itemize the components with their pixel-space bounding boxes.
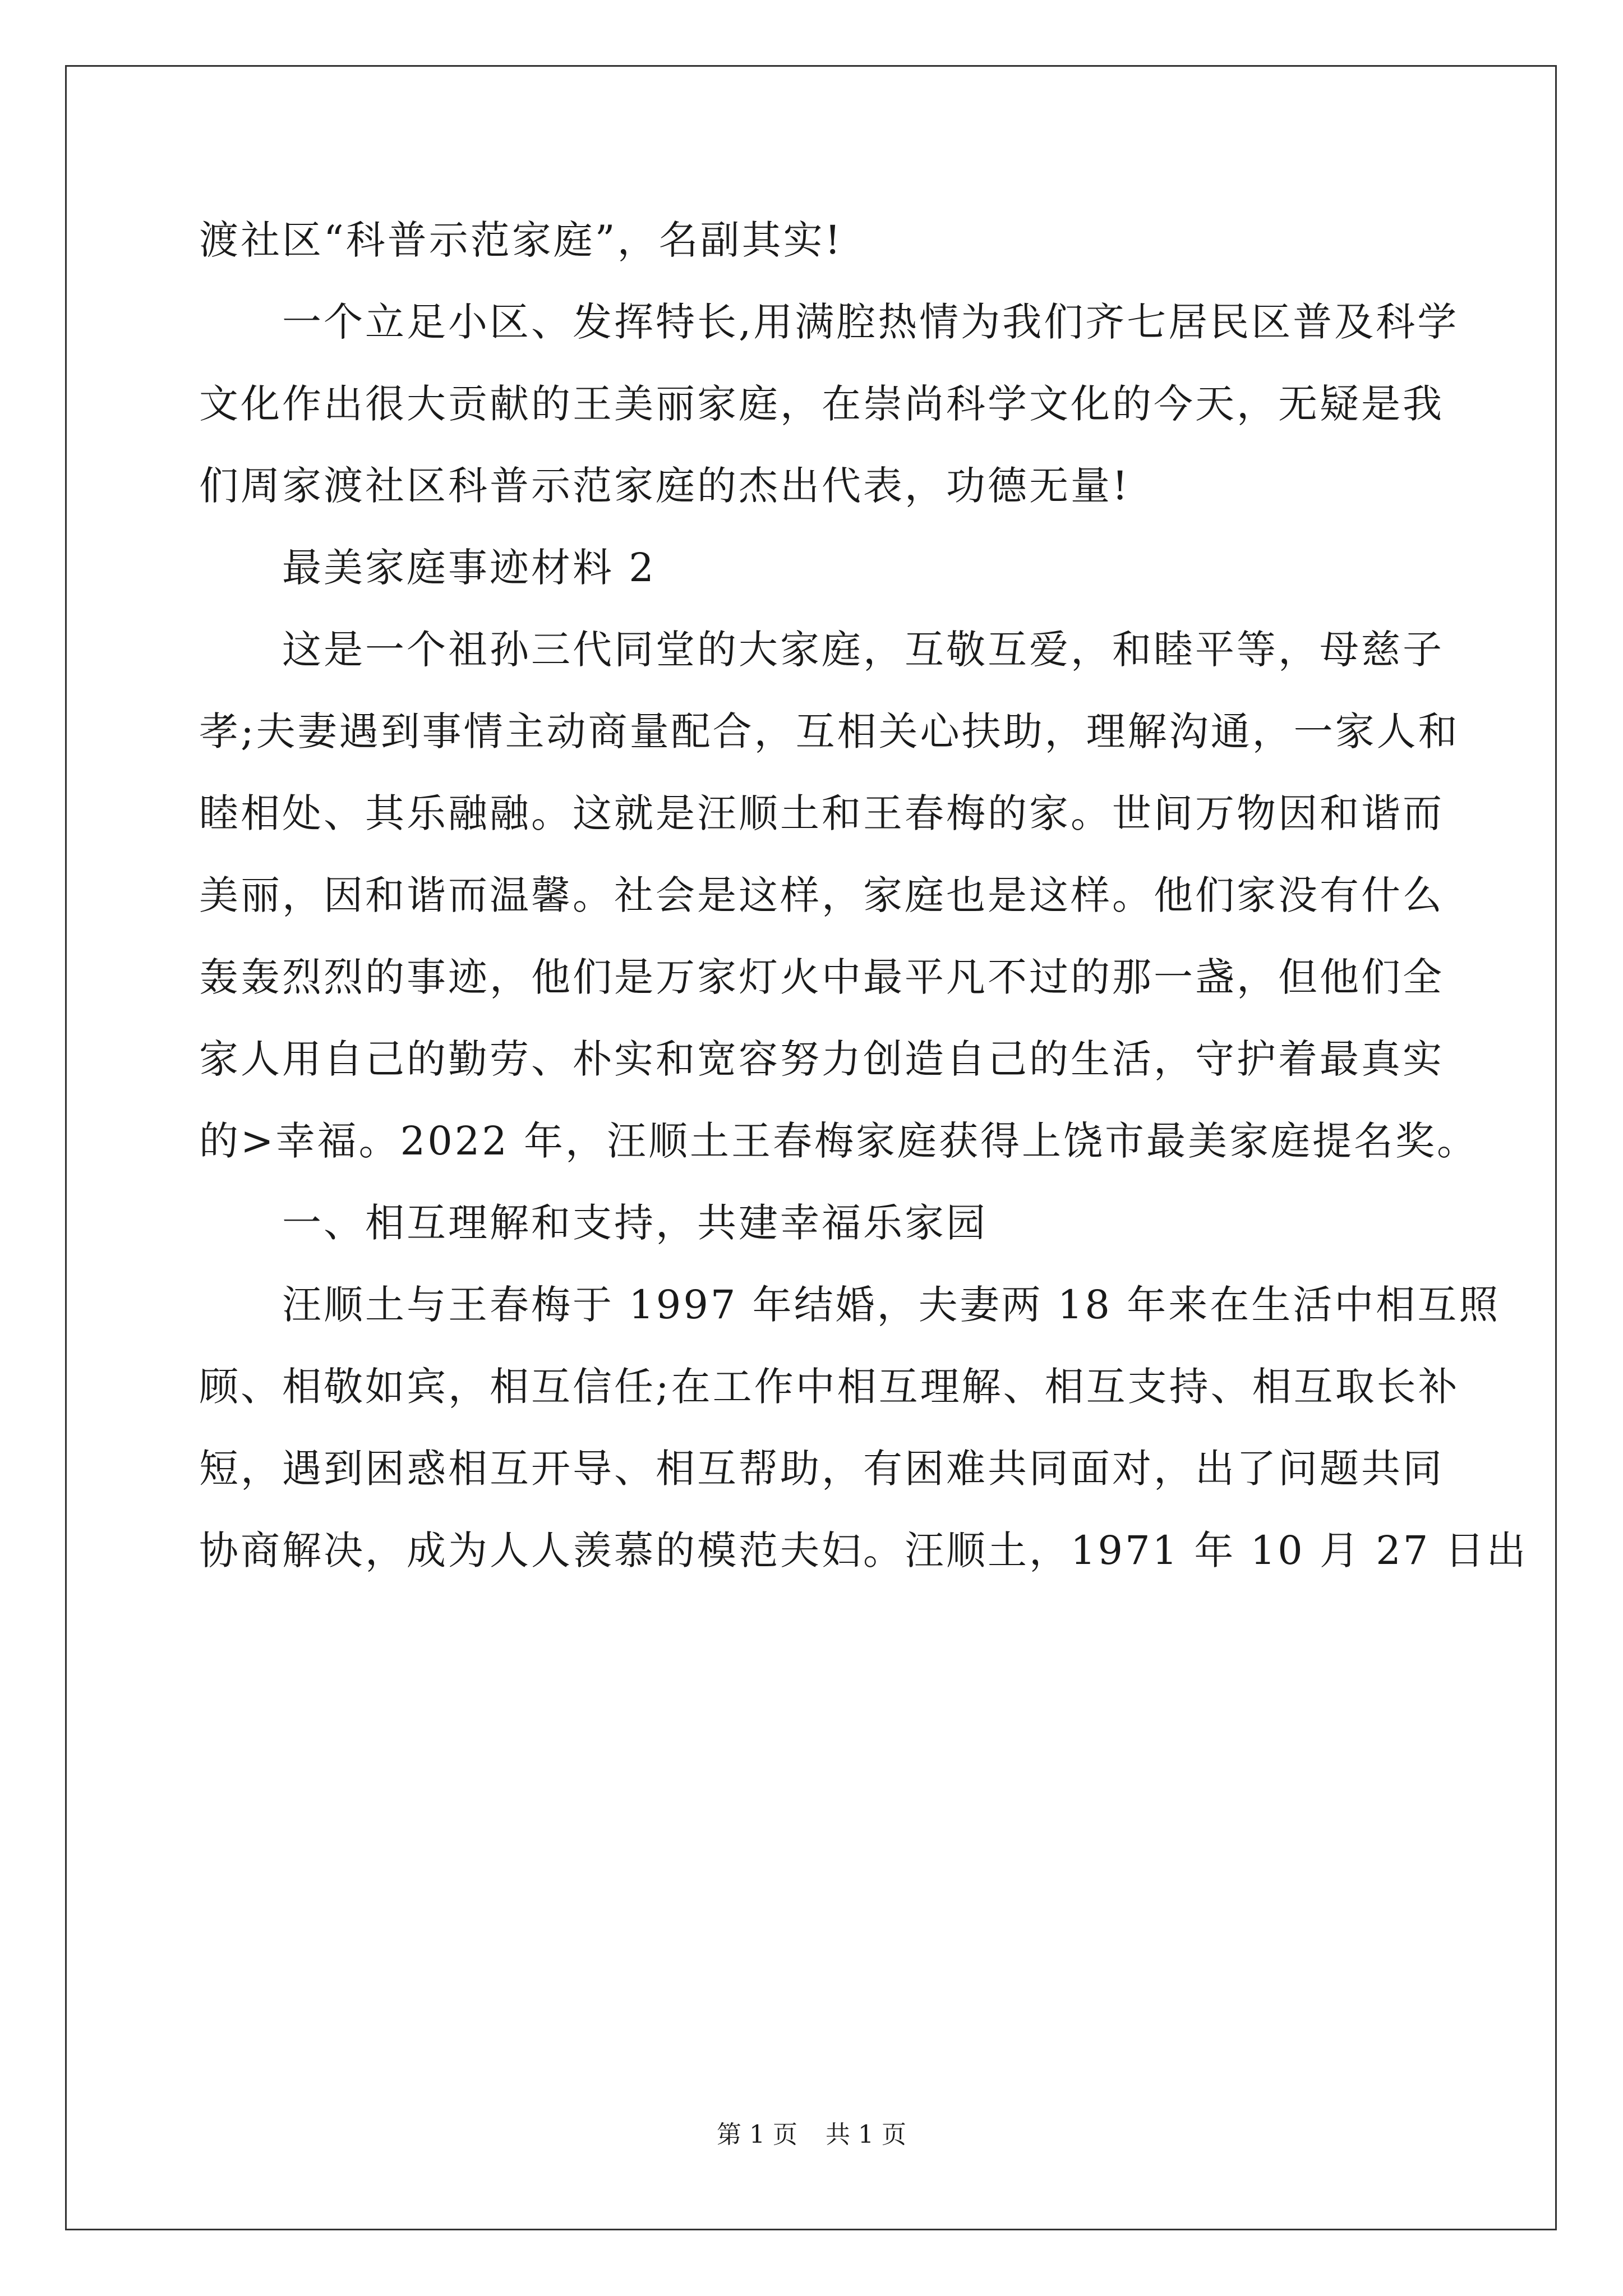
- page-number: 第 1 页: [717, 2120, 797, 2149]
- text-line: 睦相处、其乐融融。这就是汪顺土和王春梅的家。世间万物因和谐而: [199, 790, 1444, 836]
- text-line: 这是一个祖孙三代同堂的大家庭，互敬互爱，和睦平等，母慈子: [282, 627, 1444, 673]
- text-line: 短，遇到困惑相互开导、相互帮助，有困难共同面对，出了问题共同: [199, 1446, 1444, 1492]
- text-line: 轰轰烈烈的事迹，他们是万家灯火中最平凡不过的那一盏，但他们全: [199, 954, 1444, 1000]
- text-line: 汪顺土与王春梅于 1997 年结婚，夫妻两 18 年来在生活中相互照: [282, 1282, 1501, 1328]
- page-footer: [0, 2118, 1623, 2152]
- text-line: 一个立足小区、发挥特长,用满腔热情为我们齐七居民区普及科学: [282, 299, 1459, 345]
- text-line: 顾、相敬如宾，相互信任;在工作中相互理解、相互支持、相互取长补: [199, 1364, 1460, 1410]
- text-line: 渡社区“科普示范家庭”，名副其实!: [199, 217, 843, 263]
- section-heading: 一、相互理解和支持，共建幸福乐家园: [282, 1200, 988, 1246]
- text-line: 文化作出很大贡献的王美丽家庭，在崇尚科学文化的今天，无疑是我: [199, 381, 1444, 427]
- section-heading: 最美家庭事迹材料 2: [282, 545, 656, 591]
- text-line: 们周家渡社区科普示范家庭的杰出代表，功德无量!: [199, 463, 1131, 509]
- text-line: 协商解决，成为人人羡慕的模范夫妇。汪顺土，1971 年 10 月 27 日出: [199, 1527, 1528, 1573]
- page-total: 共 1 页: [826, 2120, 906, 2149]
- text-line: 家人用自己的勤劳、朴实和宽容努力创造自己的生活，守护着最真实: [199, 1036, 1444, 1082]
- text-line: 美丽，因和谐而温馨。社会是这样，家庭也是这样。他们家没有什么: [199, 872, 1444, 918]
- text-line: 的>幸福。2022 年，汪顺土王春梅家庭获得上饶市最美家庭提名奖。: [199, 1118, 1479, 1164]
- text-line: 孝;夫妻遇到事情主动商量配合，互相关心扶助，理解沟通，一家人和: [199, 708, 1460, 754]
- document-body: [199, 199, 1528, 1591]
